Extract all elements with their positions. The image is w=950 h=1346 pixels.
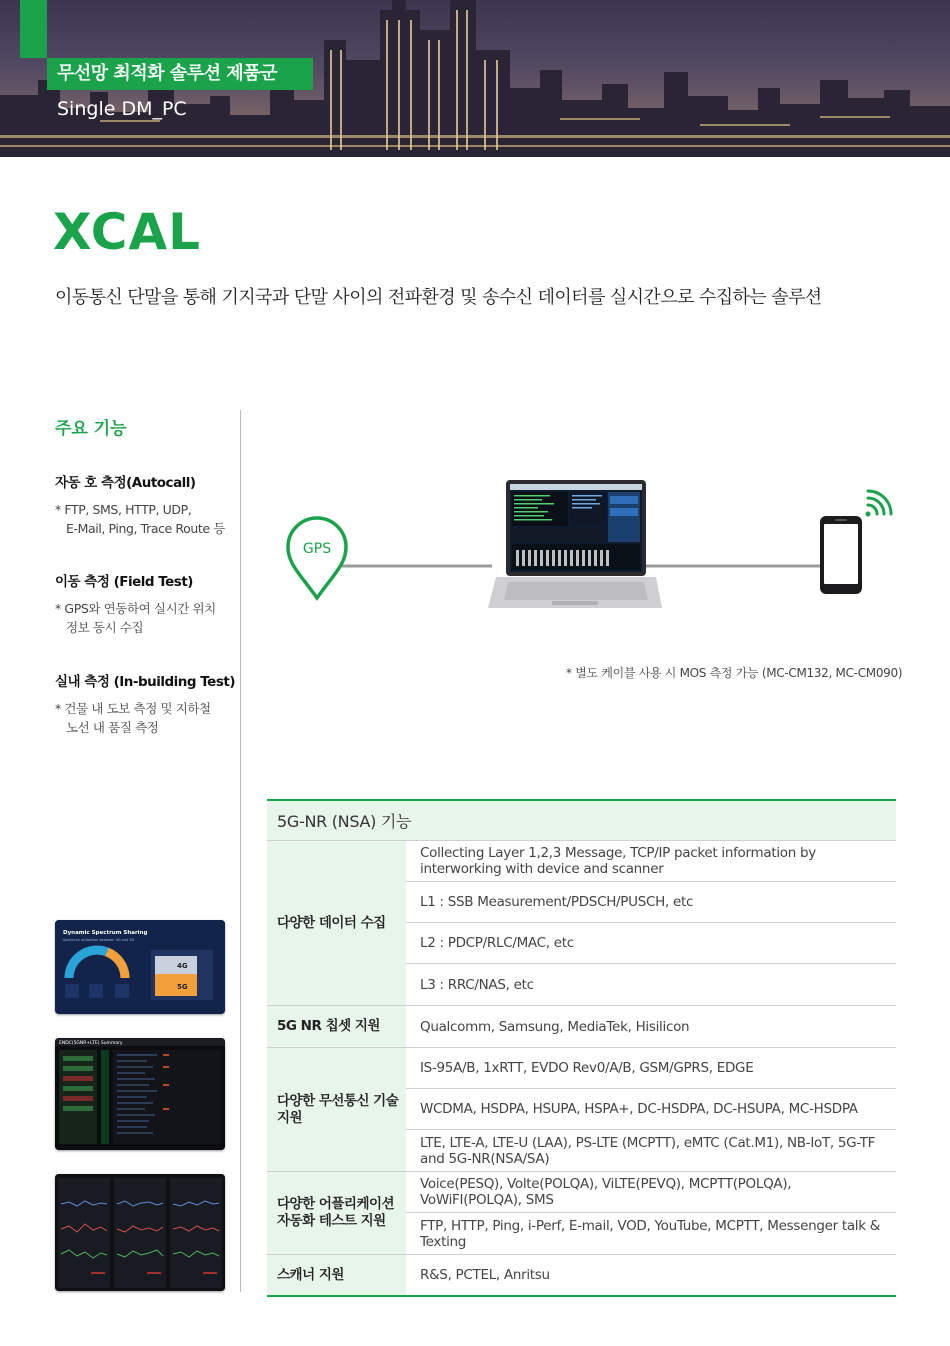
spec-row-values [406, 1172, 896, 1254]
spec-row-scanner [267, 1255, 896, 1295]
spec-value: Qualcomm, Samsung, MediaTek, Hisilicon [420, 1018, 690, 1035]
spec-value: WCDMA, HSDPA, HSUPA, HSPA+, DC-HSDPA, DC-HSUPA, MC-HSDPA [406, 1089, 896, 1130]
spec-value: Collecting Layer 1,2,3 Message, TCP/IP packet information by interworking with device and scanner [406, 841, 896, 882]
dss-5g-label: 5G [177, 983, 188, 991]
feature-desc-line: * FTP, SMS, HTTP, UDP, [55, 502, 192, 517]
endc-screen-graphic [55, 1038, 225, 1150]
diagram-graphic [270, 470, 910, 630]
spec-row-values [406, 1006, 896, 1047]
spec-value: FTP, HTTP, Ping, i-Perf, E-mail, VOD, YouTube, MCPTT, Messenger talk & Texting [420, 1217, 880, 1250]
spec-row-values [406, 841, 896, 1005]
chart-grid-screenshot [55, 1174, 225, 1291]
spec-value: L2 : PDCP/RLC/MAC, etc [406, 923, 896, 964]
tagline: 이동통신 단말을 통해 기지국과 단말 사이의 전파환경 및 송수신 데이터를 실시간으로 수집하는 솔루션 [55, 287, 822, 308]
connection-diagram [270, 470, 910, 630]
spec-value: L3 : RRC/NAS, etc [420, 976, 534, 993]
feature-desc-line: E-Mail, Ping, Trace Route 등 [66, 521, 225, 536]
dss-screen-graphic [55, 920, 225, 1014]
brand-title: XCAL [53, 203, 202, 261]
spec-value: L1 : SSB Measurement/PDSCH/PUSCH, etc [406, 882, 896, 923]
feature-title: 실내 측정 (In-building Test) [55, 674, 235, 690]
spec-row-values [406, 1255, 896, 1295]
laptop-icon [488, 480, 662, 608]
spec-row-application-test [267, 1172, 896, 1255]
feature-title: 자동 호 측정(Autocall) [55, 475, 196, 491]
spec-row-chipset [267, 1006, 896, 1048]
dss-title: Dynamic Spectrum Sharing [63, 930, 148, 936]
feature-desc-line: * GPS와 연동하여 실시간 위치 [55, 601, 216, 616]
feature-desc-line: * 건물 내 도보 측정 및 지하철 [55, 701, 211, 716]
spec-row-label: 스캐너 지원 [267, 1255, 406, 1295]
spec-value: R&S, PCTEL, Anritsu [420, 1267, 550, 1283]
column-divider [240, 410, 241, 1292]
header-banner [0, 0, 950, 157]
spec-row-technology [267, 1048, 896, 1172]
gps-pin-icon [288, 518, 346, 598]
spec-value: LTE, LTE-A, LTE-U (LAA), PS-LTE (MCPTT), eMTC (Cat.M1), NB-IoT, 5G-TF and 5G-NR(NSA/SA) [420, 1134, 876, 1167]
spec-row-label: 다양한 어플리케이션 자동화 테스트 지원 [267, 1172, 406, 1254]
feature-desc-line: 노선 내 품질 측정 [66, 720, 159, 735]
gps-label: GPS [302, 541, 332, 557]
wireless-signal-icon [866, 491, 892, 517]
features-title: 주요 기능 [55, 419, 127, 439]
banner-accent-bar [20, 0, 47, 58]
dss-4g-label: 4G [177, 962, 188, 970]
diagram-footnote: * 별도 케이블 사용 시 MOS 측정 가능 (MC-CM132, MC-CM090) [566, 666, 903, 680]
spec-value: IS-95A/B, 1xRTT, EVDO Rev0/A/B, GSM/GPRS, EDGE [406, 1048, 896, 1089]
phone-icon [820, 516, 862, 594]
banner-category-title: 무선망 최적화 솔루션 제품군 [47, 58, 313, 90]
endc-title: ENDC(5GNR+LTE) Summary [59, 1041, 123, 1046]
banner-product-line: Single DM_PC [57, 98, 187, 120]
feature-desc-line: 정보 동시 수집 [66, 620, 144, 635]
spec-row-values [406, 1048, 896, 1171]
chart-grid-graphic [55, 1174, 225, 1291]
feature-title: 이동 측정 (Field Test) [55, 574, 193, 590]
spec-row-label: 5G NR 칩셋 지원 [267, 1006, 406, 1047]
spec-value: Voice(PESQ), Volte(POLQA), ViLTE(PEVQ), MCPTT(POLQA), VoWiFI(POLQA), SMS [406, 1172, 896, 1213]
spec-table [267, 799, 896, 1297]
spec-row-data-collection [267, 841, 896, 1006]
dss-screenshot [55, 920, 225, 1014]
spec-row-label: 다양한 데이터 수집 [267, 841, 406, 1005]
spec-row-label: 다양한 무선통신 기술 지원 [267, 1048, 406, 1171]
endc-summary-screenshot [55, 1038, 225, 1150]
feature-autocall [55, 471, 235, 538]
dss-subtitle: Spectrum utilization between 4G and 5G [63, 938, 135, 942]
spec-table-title: 5G-NR (NSA) 기능 [267, 801, 896, 841]
feature-in-building [55, 670, 235, 737]
feature-field-test [55, 570, 235, 637]
